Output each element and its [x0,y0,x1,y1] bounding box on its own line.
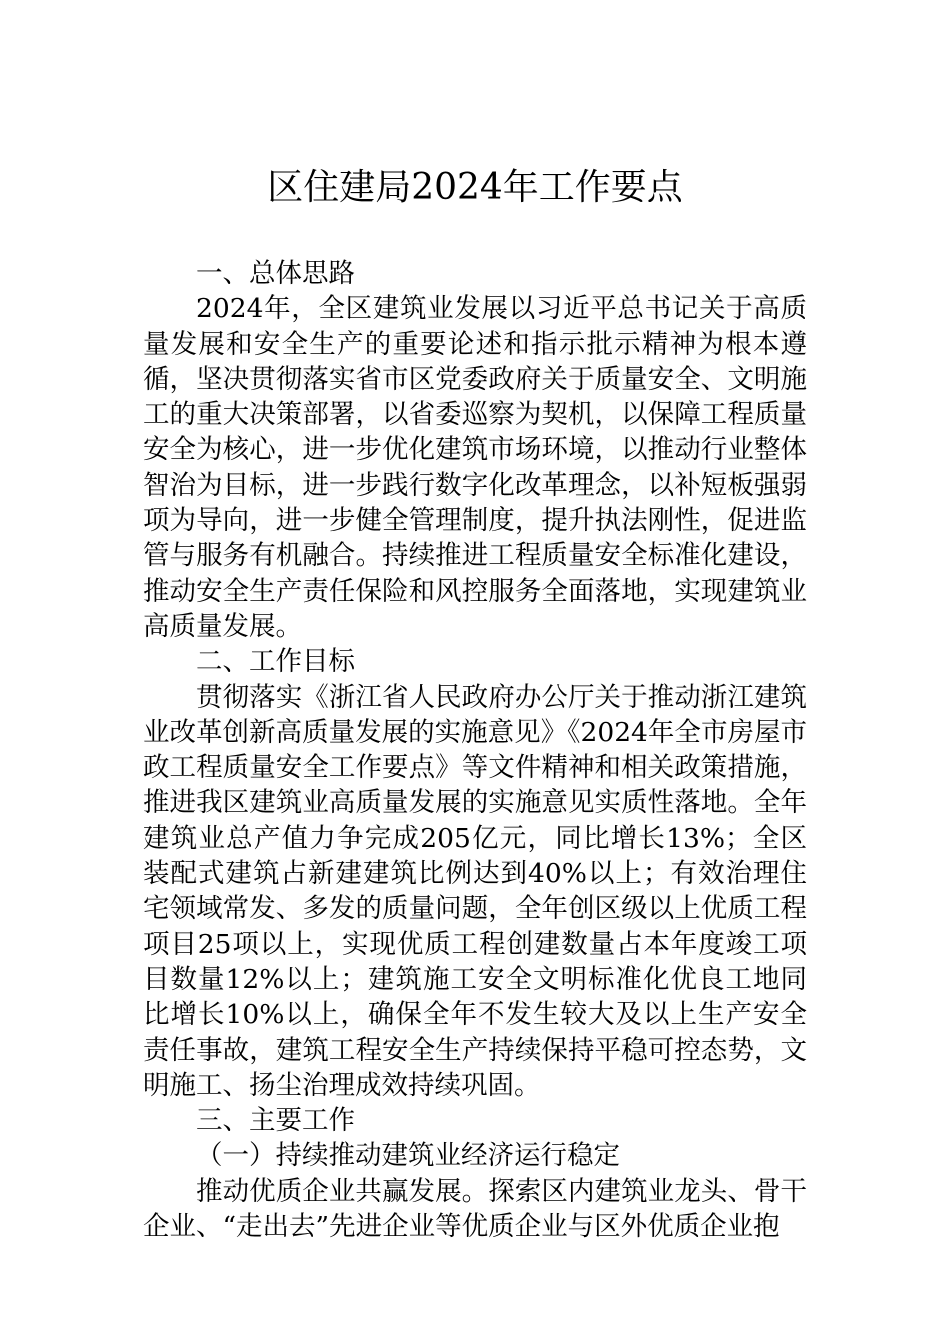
paragraph-work-goals: 贯彻落实《浙江省人民政府办公厅关于推动浙江建筑业改革创新高质量发展的实施意见》《2024年全市房屋市政工程质量安全工作要点》等文件精神和相关政策措施，推进我区建筑业高质量发展的实施意见实质性落地。全年建筑业总产值力争完成205亿元，同比增长13%；全区装配式建筑占新建建筑比例达到40%以上；有效治理住宅领域常发、多发的质量问题，全年创区级以上优质工程项目25项以上，实现优质工程创建数量占本年度竣工项目数量12%以上；建筑施工安全文明标准化优良工地同比增长10%以上，确保全年不发生较大及以上生产安全责任事故，建筑工程安全生产持续保持平稳可控态势，文明施工、扬尘治理成效持续巩固。 [143,681,807,1101]
subsection-heading-economy: （一）持续推动建筑业经济运行稳定 [196,1140,620,1172]
paragraph-overall-approach: 2024年，全区建筑业发展以习近平总书记关于高质量发展和安全生产的重要论述和指示批示精神为根本遵循，坚决贯彻落实省市区党委政府关于质量安全、文明施工的重大决策部署，以省委巡察为契机，以保障工程质量安全为核心，进一步优化建筑市场环境，以推动行业整体智治为目标，进一步践行数字化改革理念，以补短板强弱项为导向，进一步健全管理制度，提升执法刚性，促进监管与服务有机融合。持续推进工程质量安全标准化建设，推动安全生产责任保险和风控服务全面落地，实现建筑业高质量发展。 [143,293,807,642]
document-title: 区住建局2024年工作要点 [267,167,683,208]
paragraph-quality-enterprises: 推动优质企业共赢发展。探索区内建筑业龙头、骨干企业、“走出去”先进企业等优质企业与区外优质企业抱 [143,1175,807,1243]
section-heading-main-work: 三、主要工作 [196,1105,355,1137]
section-heading-overall-approach: 一、总体思路 [196,258,355,289]
section-heading-work-goals: 二、工作目标 [196,646,355,678]
document-body [143,256,807,1244]
